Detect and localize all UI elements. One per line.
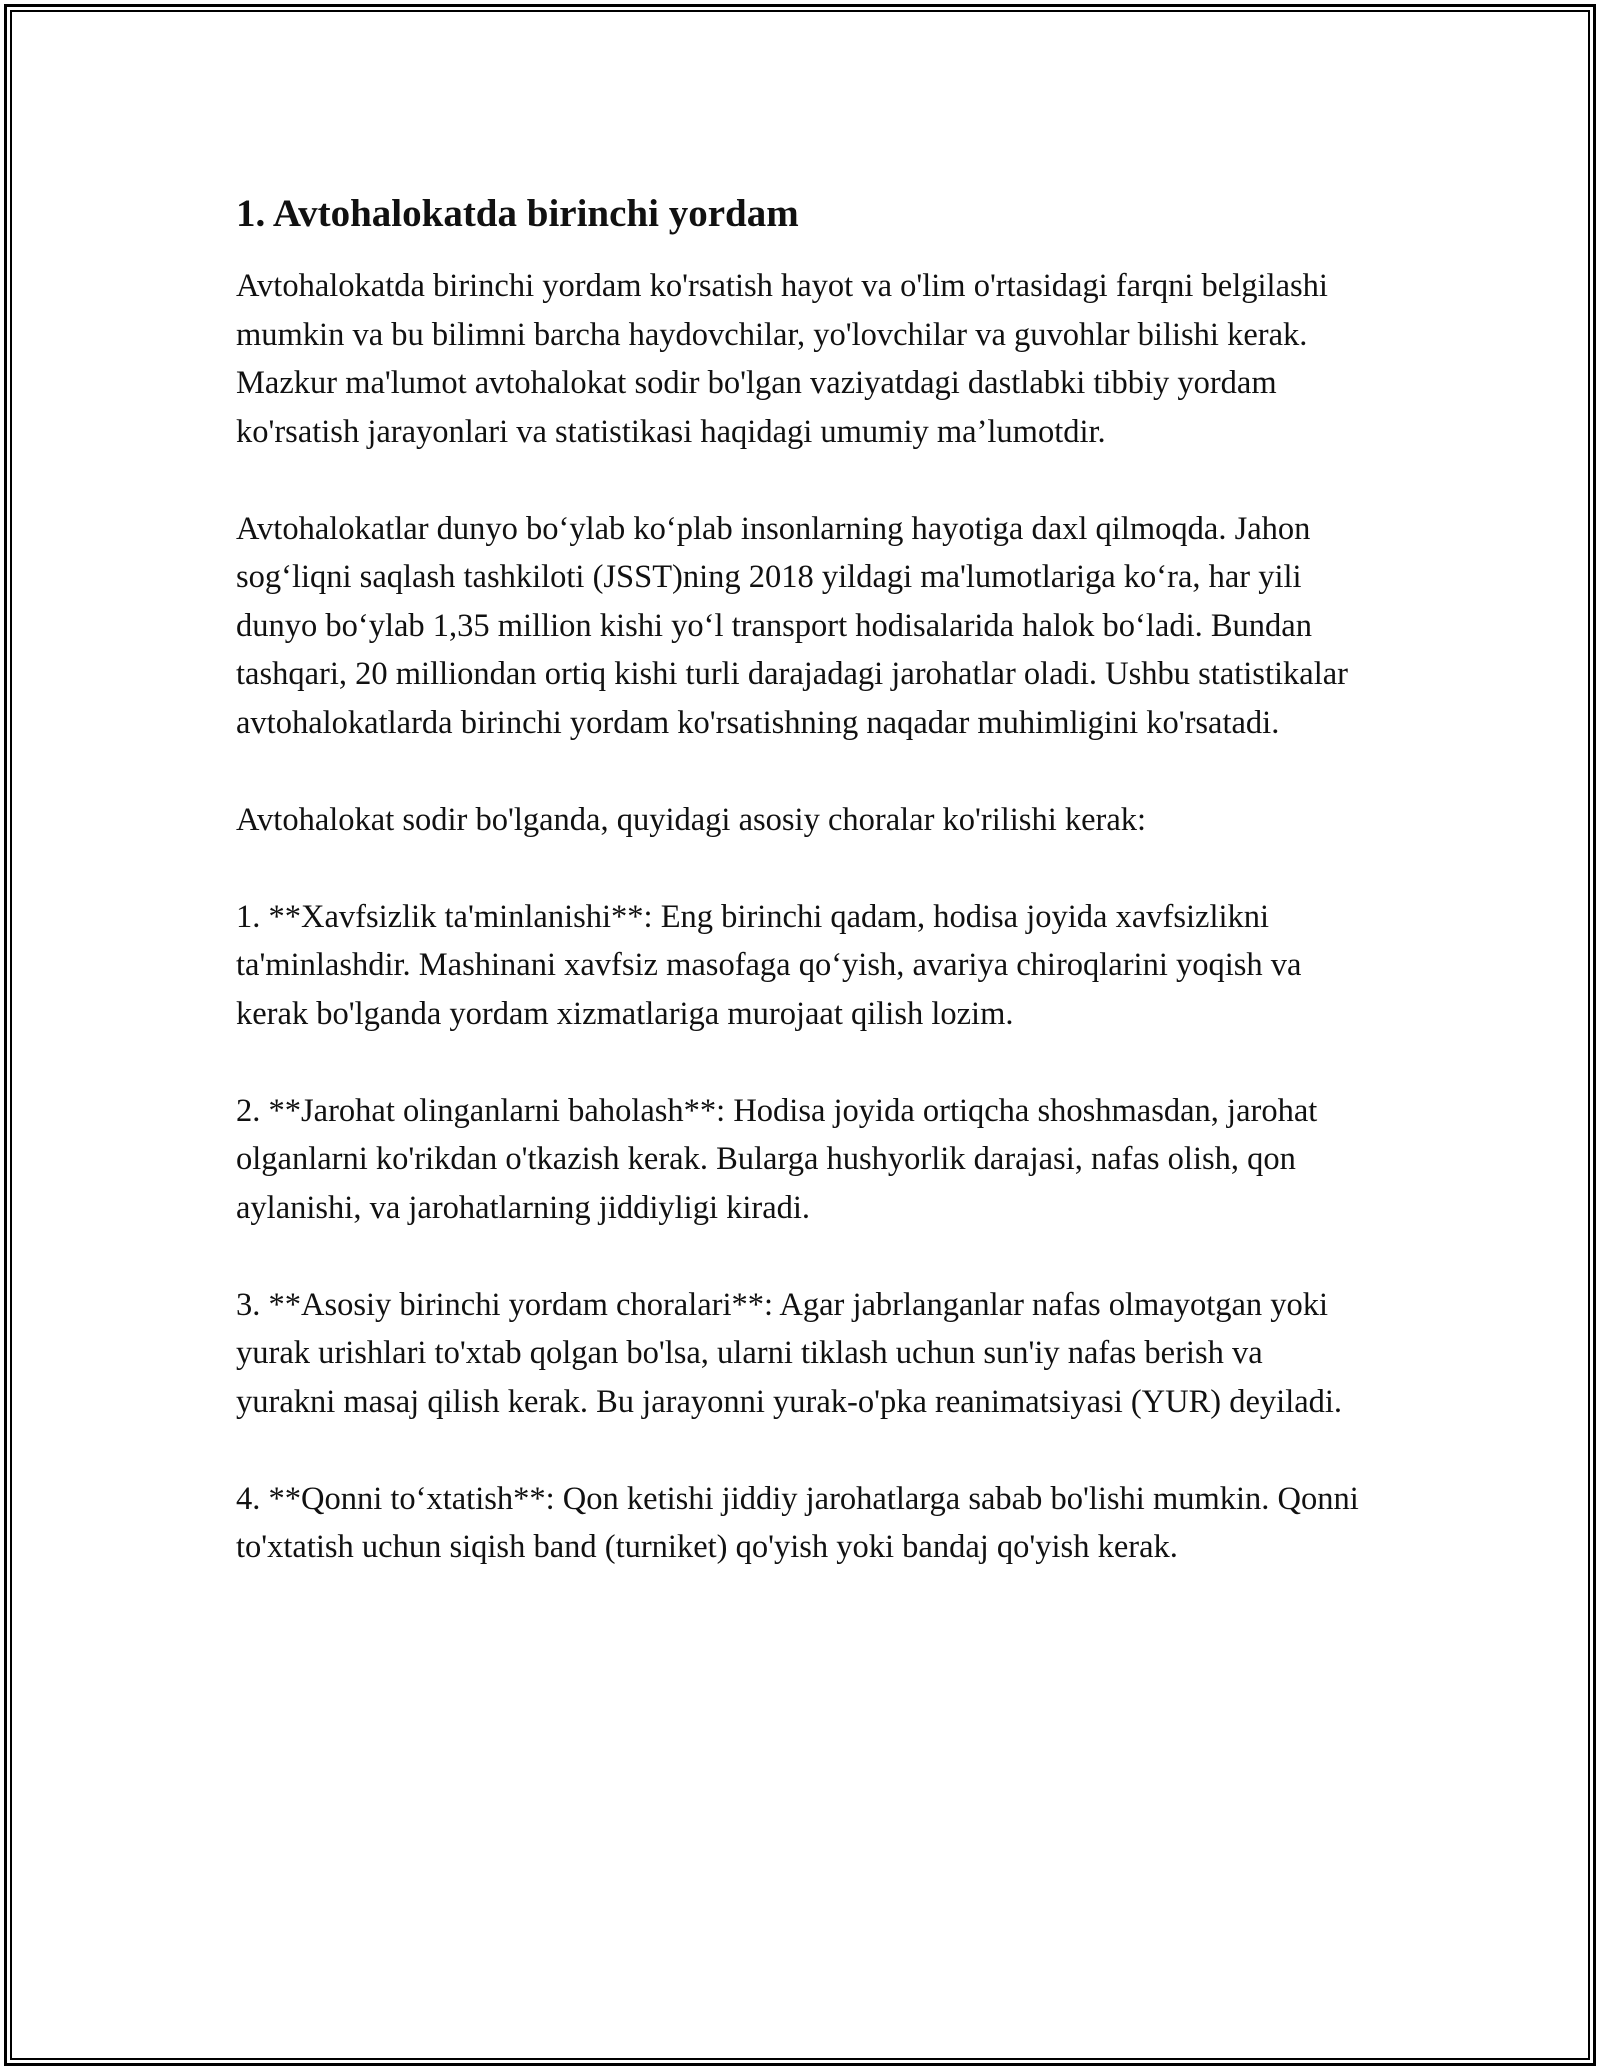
list-item-first-aid: 3. **Asosiy birinchi yordam choralari**: Agar jabrlanganlar nafas olmayotgan yoki yurak urishlari to'xtab qolgan bo'lsa, ularni tiklash uchun sun'iy nafas berish va yurakni masaj qilish kerak. Bu jarayonni yurak-o'pka reanimatsiyasi (YUR) deyiladi. — [236, 1286, 1343, 1420]
document-body — [236, 190, 1366, 1620]
list-item-assessment: 2. **Jarohat olinganlarni baholash**: Hodisa joyida ortiqcha shoshmasdan, jarohat olganlarni ko'rikdan o'tkazish kerak. Bularga hushyorlik darajasi, nafas olish, qon aylanishi, va jarohatlarning jiddiyligi kiradi. — [236, 1092, 1318, 1226]
list-item-bleeding: 4. **Qonni to‘xtatish**: Qon ketishi jiddiy jarohatlarga sabab bo'lishi mumkin. Qonni to'xtatish uchun siqish band (turniket) qo'yish yoki bandaj qo'yish kerak. — [236, 1480, 1359, 1565]
paragraph-measures-intro: Avtohalokat sodir bo'lganda, quyidagi asosiy choralar ko'rilishi kerak: — [236, 801, 1147, 838]
list-item-safety: 1. **Xavfsizlik ta'minlanishi**: Eng birinchi qadam, hodisa joyida xavfsizlikni ta'minlashdir. Mashinani xavfsiz masofaga qo‘yish, avariya chiroqlarini yoqish va kerak bo'lganda yordam xizmatlariga murojaat qilish lozim. — [236, 898, 1302, 1032]
document-title: 1. Avtohalokatda birinchi yordam — [236, 192, 799, 235]
paragraph-intro: Avtohalokatda birinchi yordam ko'rsatish hayot va o'lim o'rtasidagi farqni belgilashi mumkin va bu bilimni barcha haydovchilar, yo'lovchilar va guvohlar bilishi kerak. Mazkur ma'lumot avtohalokat sodir bo'lgan vaziyatdagi dastlabki tibbiy yordam ko'rsatish jarayonlari va statistikasi haqidagi umumiy ma’lumotdir. — [236, 268, 1328, 450]
paragraph-statistics: Avtohalokatlar dunyo bo‘ylab ko‘plab insonlarning hayotiga daxl qilmoqda. Jahon sog‘liqni saqlash tashkiloti (JSST)ning 2018 yildagi ma'lumotlariga ko‘ra, har yili dunyo bo‘ylab 1,35 million kishi yo‘l transport hodisalarida halok bo‘ladi. Bundan tashqari, 20 milliondan ortiq kishi turli darajadagi jarohatlar oladi. Ushbu statistikalar avtohalokatlarda birinchi yordam ko'rsatishning naqadar muhimligini ko'rsatadi. — [236, 510, 1348, 741]
